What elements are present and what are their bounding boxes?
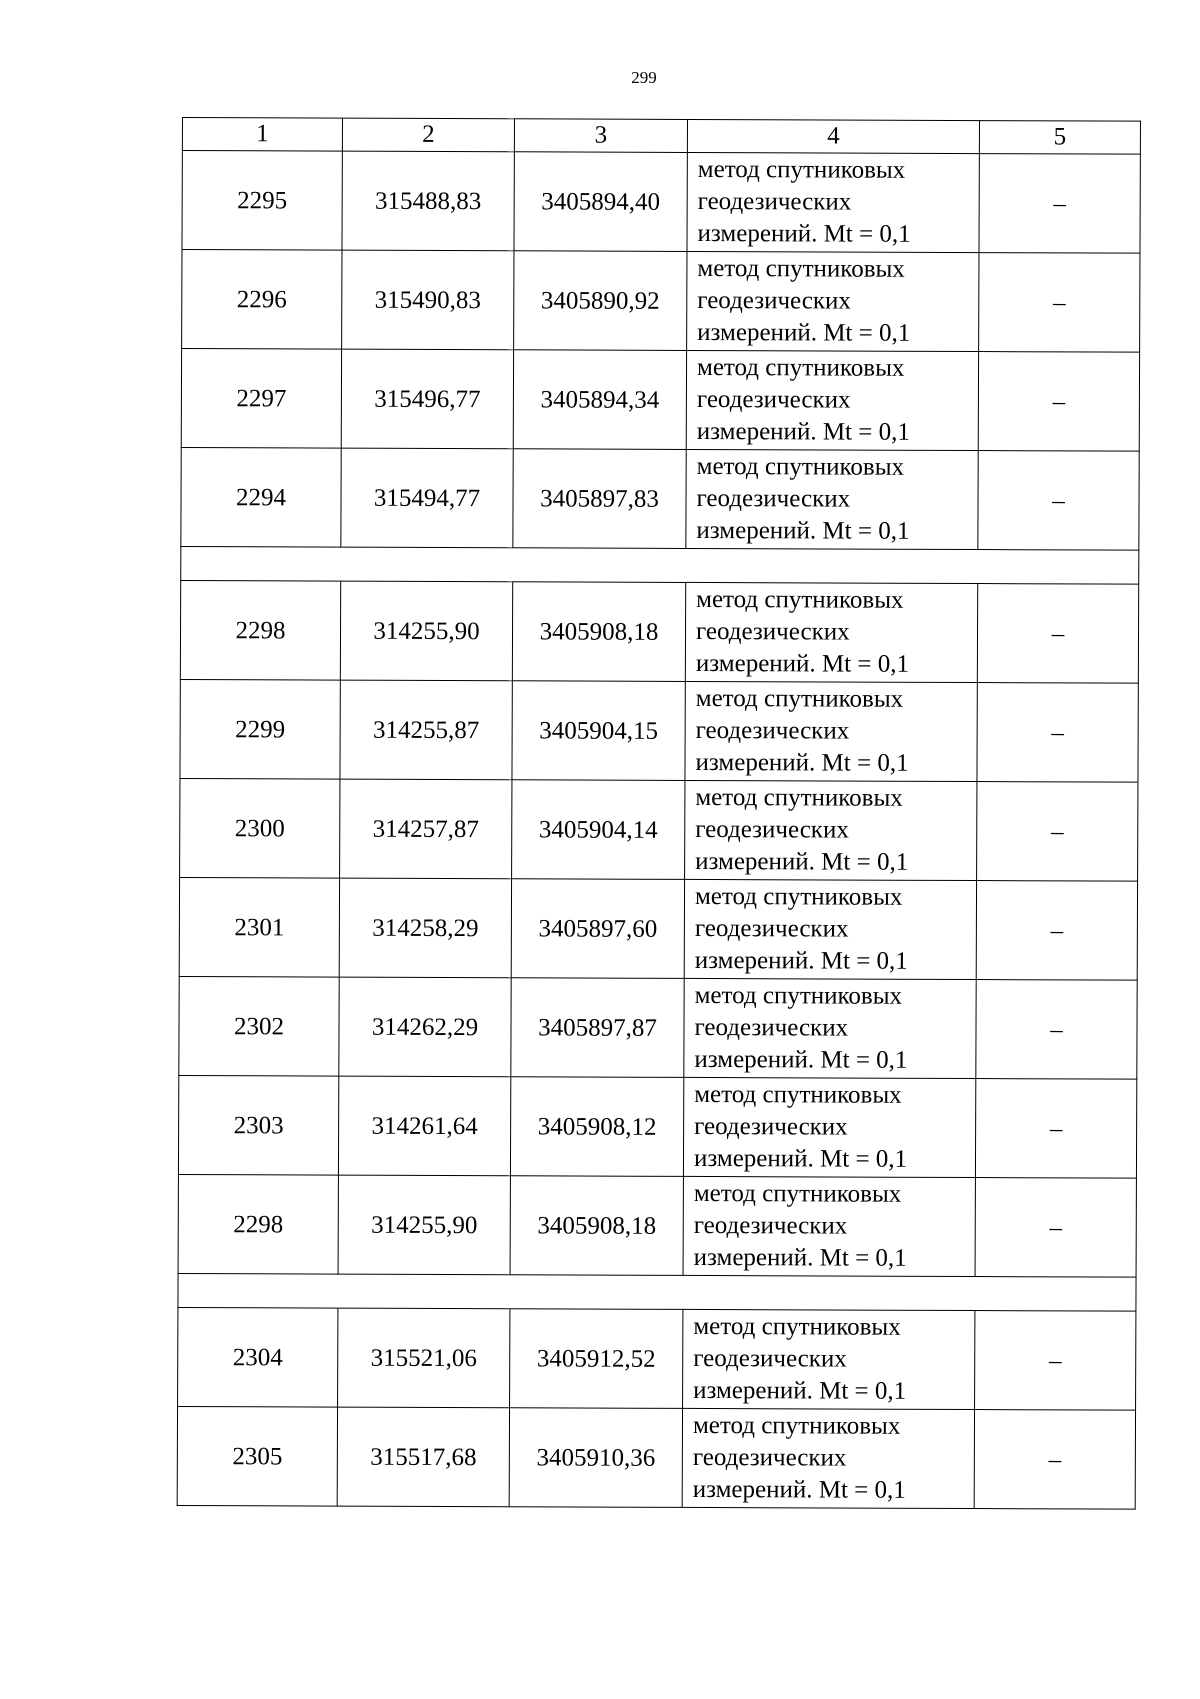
note-cell: – <box>977 782 1138 882</box>
point-number-cell: 2298 <box>178 1174 338 1274</box>
separator-cell <box>181 546 1139 584</box>
method-cell <box>685 780 977 880</box>
method-cell <box>685 681 977 781</box>
y-coordinate-cell: 3405908,12 <box>510 1077 683 1177</box>
method-line: метод спутниковых <box>695 684 904 713</box>
method-line: измерений. Mt = 0,1 <box>692 1475 906 1504</box>
method-line: измерений. Mt = 0,1 <box>696 516 910 545</box>
table-row <box>180 580 1138 683</box>
method-line: измерений. Mt = 0,1 <box>695 748 909 777</box>
column-header: 1 <box>182 118 342 152</box>
note-cell: – <box>975 1311 1136 1411</box>
table-row <box>178 1307 1136 1410</box>
method-cell <box>684 879 976 979</box>
method-line: геодезических <box>697 286 851 315</box>
method-cell <box>683 1309 975 1409</box>
note-cell: – <box>975 1178 1136 1278</box>
method-cell <box>683 1077 975 1177</box>
table-row <box>181 349 1139 452</box>
coordinates-table-container <box>177 117 1140 1510</box>
x-coordinate-cell: 315490,83 <box>342 250 514 350</box>
group-separator-row <box>178 1273 1136 1311</box>
point-number-cell: 2303 <box>178 1075 338 1175</box>
note-cell: – <box>978 352 1139 452</box>
note-cell: – <box>979 253 1140 353</box>
x-coordinate-cell: 315494,77 <box>341 448 513 548</box>
y-coordinate-cell: 3405894,34 <box>513 350 686 450</box>
method-line: метод спутниковых <box>694 1080 902 1109</box>
method-line: метод спутниковых <box>696 585 904 614</box>
x-coordinate-cell: 315521,06 <box>338 1308 510 1408</box>
x-coordinate-cell: 315517,68 <box>337 1407 509 1507</box>
y-coordinate-cell: 3405894,40 <box>514 152 687 252</box>
y-coordinate-cell: 3405908,18 <box>510 1176 683 1276</box>
x-coordinate-cell: 314255,87 <box>340 680 512 780</box>
y-coordinate-cell: 3405897,83 <box>513 449 686 549</box>
point-number-cell: 2298 <box>180 580 340 680</box>
x-coordinate-cell: 314258,29 <box>339 878 511 978</box>
method-cell <box>682 1408 974 1508</box>
point-number-cell: 2301 <box>179 877 339 977</box>
header-row <box>182 118 1140 155</box>
y-coordinate-cell: 3405890,92 <box>514 251 687 351</box>
method-line: метод спутниковых <box>695 783 903 812</box>
method-line: измерений. Mt = 0,1 <box>697 318 911 347</box>
x-coordinate-cell: 314257,87 <box>340 779 512 879</box>
method-line: геодезических <box>692 1443 847 1472</box>
method-line: измерений. Mt = 0,1 <box>695 649 910 678</box>
method-line: измерений. Mt = 0,1 <box>693 1144 908 1173</box>
method-line: метод спутниковых <box>696 353 905 382</box>
method-line: геодезических <box>695 617 850 646</box>
note-cell: – <box>974 1410 1135 1510</box>
column-header: 5 <box>979 121 1140 155</box>
y-coordinate-cell: 3405910,36 <box>509 1408 682 1508</box>
x-coordinate-cell: 314261,64 <box>338 1076 510 1176</box>
method-line: измерений. Mt = 0,1 <box>694 1045 908 1074</box>
column-header: 2 <box>342 118 514 152</box>
table-row <box>181 447 1139 550</box>
y-coordinate-cell: 3405904,15 <box>512 681 685 781</box>
method-line: метод спутниковых <box>697 155 906 184</box>
method-line: геодезических <box>694 1013 849 1042</box>
coordinates-table <box>177 117 1141 1510</box>
method-cell <box>686 350 978 450</box>
table-row <box>182 250 1140 353</box>
method-line: метод спутниковых <box>692 1411 901 1440</box>
method-cell <box>687 152 979 252</box>
method-line: метод спутниковых <box>693 1179 902 1208</box>
method-cell <box>687 251 979 351</box>
table-row <box>179 976 1137 1079</box>
method-cell <box>684 978 976 1078</box>
point-number-cell: 2302 <box>179 976 339 1076</box>
method-line: метод спутниковых <box>694 981 903 1010</box>
y-coordinate-cell: 3405897,87 <box>511 978 684 1078</box>
note-cell: – <box>977 584 1138 684</box>
x-coordinate-cell: 314255,90 <box>340 581 512 681</box>
method-line: измерений. Mt = 0,1 <box>693 1376 907 1405</box>
method-line: измерений. Mt = 0,1 <box>696 417 910 446</box>
y-coordinate-cell: 3405912,52 <box>510 1309 683 1409</box>
table-row <box>180 778 1138 881</box>
y-coordinate-cell: 3405904,14 <box>512 780 685 880</box>
x-coordinate-cell: 315496,77 <box>341 349 513 449</box>
table-row <box>177 1406 1135 1509</box>
method-line: геодезических <box>696 385 851 414</box>
method-line: измерений. Mt = 0,1 <box>693 1243 907 1272</box>
group-separator-row <box>181 546 1139 584</box>
method-line: метод спутниковых <box>696 452 905 481</box>
note-cell: – <box>978 451 1139 551</box>
table-row <box>179 877 1137 980</box>
note-cell: – <box>979 154 1140 254</box>
x-coordinate-cell: 314262,29 <box>339 977 511 1077</box>
point-number-cell: 2305 <box>177 1406 337 1506</box>
method-line: геодезических <box>693 1344 847 1373</box>
method-line: метод спутниковых <box>694 882 903 911</box>
table-body <box>177 118 1140 1510</box>
point-number-cell: 2296 <box>182 250 342 350</box>
method-cell <box>683 1176 975 1276</box>
method-cell <box>686 449 978 549</box>
point-number-cell: 2297 <box>181 349 341 449</box>
method-line: геодезических <box>696 484 851 513</box>
note-cell: – <box>976 980 1137 1080</box>
method-line: измерений. Mt = 0,1 <box>695 847 909 876</box>
table-row <box>178 1174 1136 1277</box>
method-line: метод спутниковых <box>693 1312 901 1341</box>
point-number-cell: 2299 <box>180 679 340 779</box>
y-coordinate-cell: 3405908,18 <box>512 582 685 682</box>
note-cell: – <box>977 683 1138 783</box>
method-line: измерений. Mt = 0,1 <box>697 219 911 248</box>
x-coordinate-cell: 314255,90 <box>338 1175 510 1275</box>
method-line: геодезических <box>697 187 852 216</box>
method-line: геодезических <box>693 1211 848 1240</box>
page-number: 299 <box>631 68 657 87</box>
column-header: 4 <box>687 119 979 153</box>
method-line: геодезических <box>694 914 849 943</box>
table-row <box>178 1075 1136 1178</box>
table-row <box>180 679 1138 782</box>
note-cell: – <box>976 881 1137 981</box>
method-line: геодезических <box>695 815 849 844</box>
note-cell: – <box>975 1079 1136 1179</box>
method-line: метод спутниковых <box>697 254 905 283</box>
point-number-cell: 2295 <box>182 151 342 251</box>
point-number-cell: 2304 <box>178 1307 338 1407</box>
y-coordinate-cell: 3405897,60 <box>511 879 684 979</box>
point-number-cell: 2300 <box>180 778 340 878</box>
x-coordinate-cell: 315488,83 <box>342 151 514 251</box>
method-line: измерений. Mt = 0,1 <box>694 946 908 975</box>
separator-cell <box>178 1273 1136 1311</box>
method-line: геодезических <box>694 1112 848 1141</box>
table-row <box>182 151 1140 254</box>
point-number-cell: 2294 <box>181 447 341 547</box>
method-line: геодезических <box>695 716 850 745</box>
column-header: 3 <box>514 119 687 153</box>
method-cell <box>685 582 977 682</box>
